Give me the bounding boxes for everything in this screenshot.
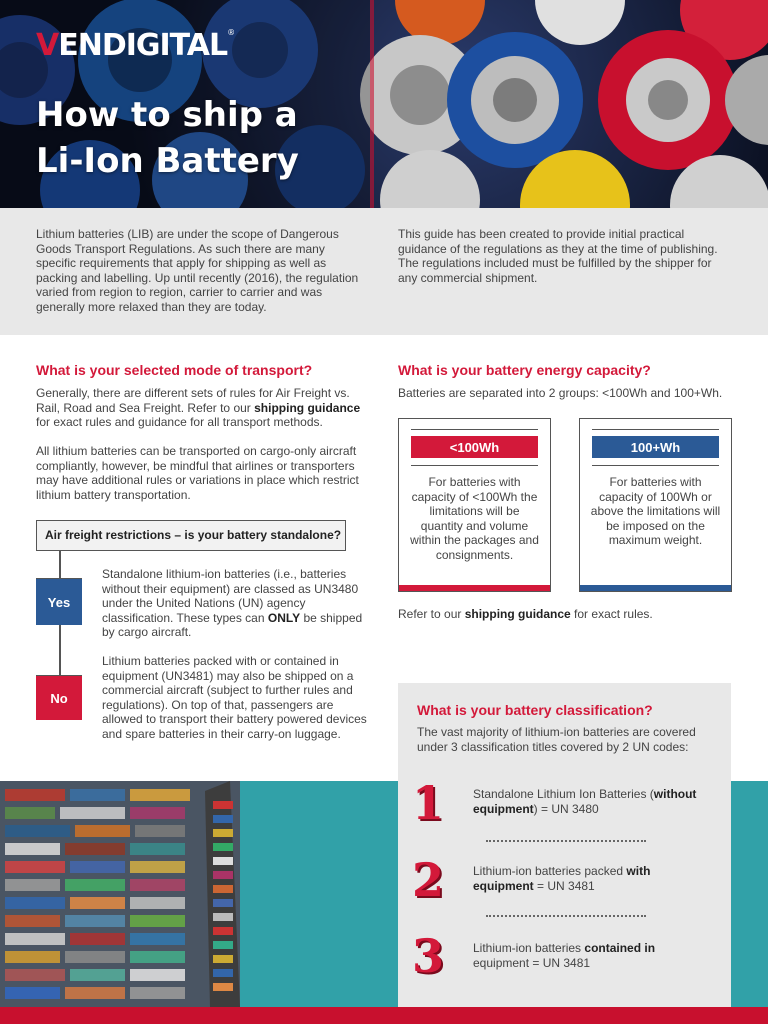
intro-section [0, 208, 768, 335]
box-rule [592, 465, 719, 466]
box-description: For batteries with capacity of <100Wh the limitations will be quantity and volume within the packages and consignments. [410, 475, 539, 562]
intro-text-left: Lithium batteries (LIB) are under the scope of Dangerous Goods Transport Regulations. As such there are many specific requirements that apply for shipping as well as packing and labelling. Up until recently (2016), the regulation varied from region to region, carrier to carrier and was generally more relaxed than they are today. [36, 227, 359, 314]
energy-refer-text: Refer to our shipping guidance for exact rules. [398, 607, 653, 621]
classification-item-3: Lithium-ion batteries contained in equipment = UN 3481 [473, 941, 656, 970]
box-rule [592, 429, 719, 430]
classification-heading: What is your battery classification? [417, 702, 653, 718]
classification-item-2: Lithium-ion batteries packed with equipment = UN 3481 [473, 864, 651, 893]
yes-answer-text: Standalone lithium-ion batteries (i.e., batteries without their equipment) are classed as UN3480 under the United Nations (UN) agency classification. These types can ONLY be shipped by cargo aircraft. [102, 567, 363, 639]
no-answer-text: Lithium batteries packed with or contained in equipment (UN3481) may also be shipped on a commercial aircraft (subject to further rules and regulations). On top of that, passengers are allowed to transport their battery powered devices and spare batteries in their carry-on luggage. [102, 654, 367, 741]
transport-paragraph-2: All lithium batteries can be transported on cargo-only aircraft compliantly, however, be mindful that airlines or transporters may have additional rules or variations in place which restrict lithium battery transportation. [36, 444, 359, 502]
box-accent-bar [580, 585, 731, 591]
box-rule [411, 465, 538, 466]
vendigital-logo: VENDIGITAL® [36, 28, 235, 63]
energy-heading: What is your battery energy capacity? [398, 362, 651, 378]
number-two-icon: 2 [412, 853, 445, 907]
box-rule [411, 429, 538, 430]
box-label: <100Wh [411, 436, 538, 458]
footer-bar [0, 1007, 768, 1024]
no-badge: No [36, 676, 82, 720]
intro-text-right: This guide has been created to provide initial practical guidance of the regulations as they at the time of publishing. The regulations included must be fulfilled by the shipper for any commercial shipment. [398, 227, 718, 285]
hero-banner [0, 0, 768, 208]
box-label: 100+Wh [592, 436, 719, 458]
yes-badge: Yes [36, 579, 82, 625]
box-accent-bar [399, 585, 550, 591]
number-one-icon: 1 [412, 776, 445, 830]
classification-item-1: Standalone Lithium Ion Batteries (without equipment) = UN 3480 [473, 787, 697, 816]
page-title: How to ship a Li-Ion Battery [36, 95, 299, 181]
number-three-icon: 3 [412, 929, 445, 983]
air-freight-question: Air freight restrictions – is your battery standalone? [36, 520, 346, 551]
transport-paragraph-1: Generally, there are different sets of rules for Air Freight vs. Rail, Road and Sea Freight. Refer to our shipping guidance for exact rules and guidance for all transport methods. [36, 386, 361, 429]
dotted-divider [486, 840, 646, 842]
energy-intro: Batteries are separated into 2 groups: <100Wh and 100+Wh. [398, 386, 723, 400]
energy-box-under-100wh [398, 418, 551, 592]
dotted-divider [486, 915, 646, 917]
classification-intro: The vast majority of lithium-ion batteries are covered under 3 classification titles covered by 2 UN codes: [417, 725, 696, 754]
energy-box-over-100wh [579, 418, 732, 592]
transport-heading: What is your selected mode of transport? [36, 362, 313, 378]
box-description: For batteries with capacity of 100Wh or above the limitations will be imposed on the maximum weight. [590, 475, 721, 547]
